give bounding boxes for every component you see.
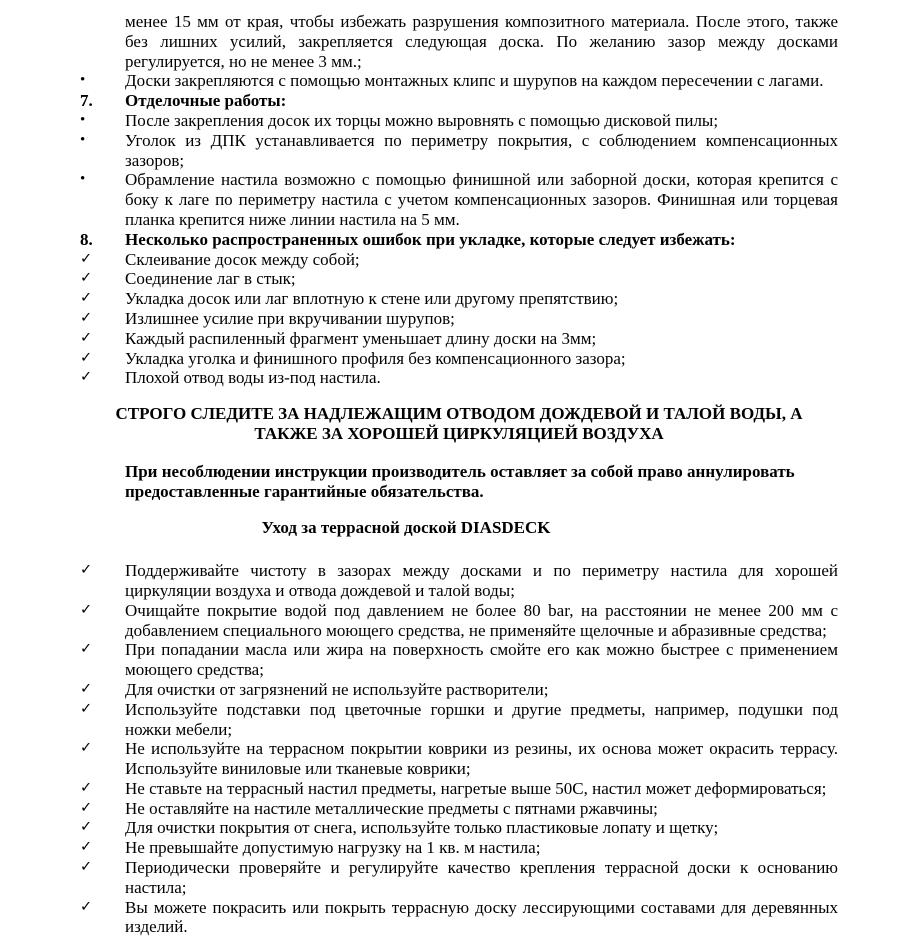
- bullet-icon: •: [80, 131, 86, 148]
- list-item-text: Не используйте на террасном покрытии коврики из резины, их основа может окрасить террасу. Используйте виниловые или тканевые коврики;: [125, 739, 838, 779]
- check-icon: ✓: [80, 601, 93, 618]
- check-list-item: [80, 799, 838, 819]
- check-list-item: [80, 368, 838, 388]
- numbered-heading-8: [80, 230, 838, 250]
- warranty-note-line: При несоблюдении инструкции производитель оставляет за собой право аннулировать: [125, 461, 795, 481]
- list-item-text: Уголок из ДПК устанавливается по периметру покрытия, с соблюдением компенсационных зазоров;: [125, 130, 838, 170]
- check-list-item: [80, 309, 838, 329]
- check-list-item: [80, 250, 838, 270]
- list-item-text: Очищайте покрытие водой под давлением не более 80 bar, на расстоянии не менее 200 мм с добавлением специального моющего средства, не применяйте щелочные и абразивные средства;: [125, 600, 838, 640]
- check-list-item: [80, 561, 838, 601]
- check-icon: ✓: [80, 290, 93, 307]
- list-item-text: Плохой отвод воды из-под настила.: [125, 368, 381, 388]
- item-number: 7.: [80, 91, 93, 111]
- list-item-text: Для очистки от загрязнений не используйте растворители;: [125, 679, 549, 699]
- check-list-item: [80, 700, 838, 740]
- check-list-item: [80, 739, 838, 779]
- check-icon: ✓: [80, 740, 93, 757]
- check-list-item: [80, 349, 838, 369]
- warning-heading-line: СТРОГО СЛЕДИТЕ ЗА НАДЛЕЖАЩИМ ОТВОДОМ ДОЖДЕВОЙ И ТАЛОЙ ВОДЫ, А: [115, 404, 803, 424]
- list-item-text: Не превышайте допустимую нагрузку на 1 кв. м настила;: [125, 838, 541, 858]
- numbered-heading-7: [80, 91, 838, 111]
- check-list-item: [80, 329, 838, 349]
- item-number: 8.: [80, 229, 93, 249]
- bullet-icon: •: [80, 171, 86, 188]
- warning-heading-line: ТАКЖЕ ЗА ХОРОШЕЙ ЦИРКУЛЯЦИЕЙ ВОЗДУХА: [254, 423, 664, 443]
- check-list-item: [80, 289, 838, 309]
- paragraph-continuation: менее 15 мм от края, чтобы избежать разрушения композитного материала. После этого, также без лишних усилий, закрепляется следующая доска. По желанию зазор между досками регулируется, но не менее 3 мм.;: [125, 12, 838, 71]
- list-item-text: Укладка уголка и финишного профиля без компенсационного зазора;: [125, 348, 626, 368]
- list-item-text: Обрамление настила возможно с помощью финишной или заборной доски, которая крепится с боку к лаге по периметру настила с учетом компенсационных зазоров. Финишная или торцевая планка крепится ниже линии настила на 5 мм.: [125, 170, 838, 229]
- warranty-note-line: предоставленные гарантийные обязательства.: [125, 481, 484, 501]
- check-list-item: [80, 818, 838, 838]
- check-list-item: [80, 779, 838, 799]
- check-icon: ✓: [80, 309, 93, 326]
- check-list-item: [80, 601, 838, 641]
- check-icon: ✓: [80, 680, 93, 697]
- check-icon: ✓: [80, 562, 93, 579]
- list-item-text: После закрепления досок их торцы можно выровнять с помощью дисковой пилы;: [125, 110, 719, 130]
- list-item-text: Не ставьте на террасный настил предметы, нагретые выше 50С, настил может деформироваться;: [125, 778, 827, 798]
- warning-heading: [80, 404, 838, 444]
- check-icon: ✓: [80, 799, 93, 816]
- check-list-item: [80, 640, 838, 680]
- warranty-note: [125, 462, 838, 502]
- list-item-text: Каждый распиленный фрагмент уменьшает длину доски на 3мм;: [125, 328, 597, 348]
- list-item-text: Периодически проверяйте и регулируйте качество крепления террасной доски к основанию настила;: [125, 858, 838, 897]
- check-icon: ✓: [80, 250, 93, 267]
- check-list-item: [80, 898, 838, 937]
- list-item-text: Соединение лаг в стык;: [125, 269, 296, 289]
- numbered-heading-text: Несколько распространенных ошибок при укладке, которые следует избежать:: [125, 229, 736, 249]
- list-item: [80, 71, 838, 91]
- list-item-text: Излишнее усилие при вкручивании шурупов;: [125, 308, 455, 328]
- list-item-text: Поддерживайте чистоту в зазорах между досками и по периметру настила для хорошей циркуляции воздуха и отвода дождевой и талой воды;: [125, 561, 838, 600]
- check-list-item: [80, 680, 838, 700]
- care-section-heading: Уход за террасной доской DIASDECK: [261, 518, 551, 538]
- list-item-text: Не оставляйте на настиле металлические предметы с пятнами ржавчины;: [125, 798, 658, 818]
- list-item: [80, 170, 838, 229]
- list-item-text: Доски закрепляются с помощью монтажных клипс и шурупов на каждом пересечении с лагами.: [125, 71, 824, 91]
- check-icon: ✓: [80, 349, 93, 366]
- numbered-heading-text: Отделочные работы:: [125, 91, 287, 111]
- list-item-text: При попадании масла или жира на поверхность смойте его как можно быстрее с применением моющего средства;: [125, 640, 838, 680]
- check-list-item: [80, 838, 838, 858]
- list-item-text: Вы можете покрасить или покрыть террасную доску лессирующими составами для деревянных изделий.: [125, 897, 838, 937]
- list-item-text: Укладка досок или лаг вплотную к стене или другому препятствию;: [125, 289, 619, 309]
- check-icon: ✓: [80, 839, 93, 856]
- check-list-item: [80, 269, 838, 289]
- bullet-icon: •: [80, 111, 86, 128]
- list-item-text: Для очистки покрытия от снега, используйте только пластиковые лопату и щетку;: [125, 818, 719, 838]
- check-icon: ✓: [80, 641, 93, 658]
- check-icon: ✓: [80, 369, 93, 386]
- check-icon: ✓: [80, 779, 93, 796]
- check-icon: ✓: [80, 329, 93, 346]
- check-icon: ✓: [80, 819, 93, 836]
- list-item-text: Используйте подставки под цветочные горшки и другие предметы, например, подушки под ножки мебели;: [125, 699, 838, 739]
- list-item: [80, 131, 838, 171]
- check-list-item: [80, 858, 838, 898]
- check-icon: ✓: [80, 700, 93, 717]
- list-item-text: Склеивание досок между собой;: [125, 249, 360, 269]
- check-icon: ✓: [80, 898, 93, 915]
- check-icon: ✓: [80, 270, 93, 287]
- bullet-icon: •: [80, 72, 86, 89]
- check-icon: ✓: [80, 859, 93, 876]
- list-item: [80, 111, 838, 131]
